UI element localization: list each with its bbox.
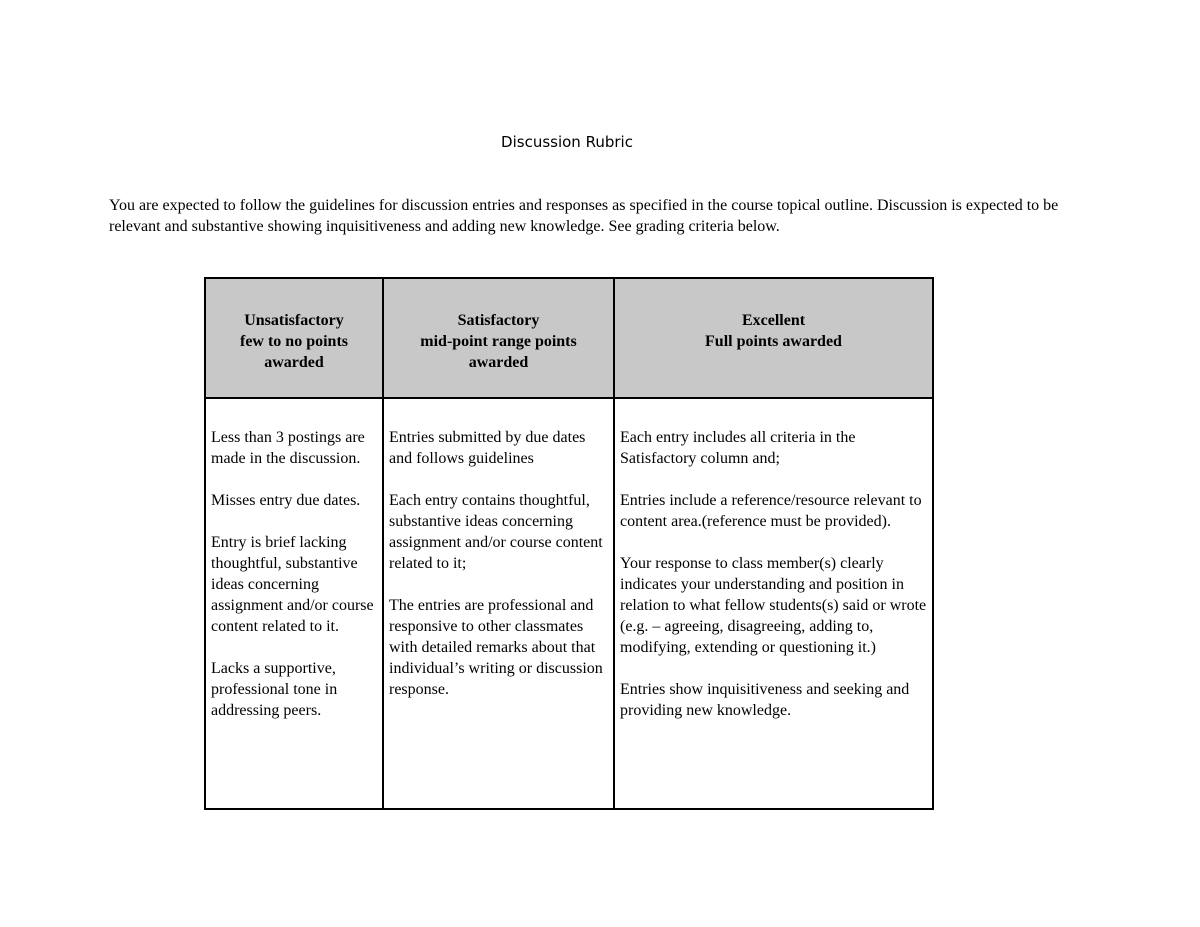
header-unsatisfactory xyxy=(205,278,383,398)
criteria-paragraph: Entry is brief lacking thoughtful, substantive ideas concerning assignment and/or course content related to it. xyxy=(211,534,374,635)
criteria-paragraph: Your response to class member(s) clearly indicates your understanding and position in relation to what fellow students(s) said or wrote (e.g. – agreeing, disagreeing, adding to, modifying, extending or questioning it.) xyxy=(620,555,927,656)
criteria-paragraph: Entries include a reference/resource relevant to content area.(reference must be provided). xyxy=(620,492,922,530)
criteria-satisfactory xyxy=(383,398,614,809)
rubric-header-row xyxy=(205,278,933,398)
criteria-excellent xyxy=(614,398,933,809)
header-line: awarded xyxy=(264,354,324,371)
header-line: awarded xyxy=(468,354,529,371)
criteria-paragraph: Entries show inquisitiveness and seeking and providing new knowledge. xyxy=(620,681,910,719)
header-line: Full points awarded xyxy=(705,333,842,350)
header-line: Satisfactory xyxy=(457,312,540,329)
criteria-paragraph: Each entry includes all criteria in the Satisfactory column and; xyxy=(620,429,856,467)
criteria-paragraph: Lacks a supportive, professional tone in addressing peers. xyxy=(211,660,338,719)
criteria-paragraph: Each entry contains thoughtful, substantive ideas concerning assignment and/or course content related to it; xyxy=(389,492,603,572)
header-satisfactory xyxy=(383,278,614,398)
header-line: mid-point range points xyxy=(420,333,577,350)
document-title: Discussion Rubric xyxy=(501,133,633,151)
criteria-paragraph: Less than 3 postings are made in the discussion. xyxy=(211,429,365,467)
header-line: Excellent xyxy=(741,312,806,329)
criteria-paragraph: Entries submitted by due dates and follows guidelines xyxy=(389,429,586,467)
rubric-table xyxy=(204,277,934,810)
criteria-unsatisfactory xyxy=(205,398,383,809)
criteria-paragraph: Misses entry due dates. xyxy=(211,492,361,509)
header-excellent xyxy=(614,278,933,398)
rubric-criteria-row xyxy=(205,398,933,809)
header-line: few to no points xyxy=(239,333,348,350)
intro-paragraph: You are expected to follow the guidelines for discussion entries and responses as specified in the course topical outline. Discussion is expected to be relevant and substantive showing inquisitiveness and adding new knowledge. See grading criteria below. xyxy=(109,197,1059,235)
criteria-paragraph: The entries are professional and responsive to other classmates with detailed remarks about that individual’s writing or discussion response. xyxy=(389,597,603,698)
header-line: Unsatisfactory xyxy=(244,312,344,329)
